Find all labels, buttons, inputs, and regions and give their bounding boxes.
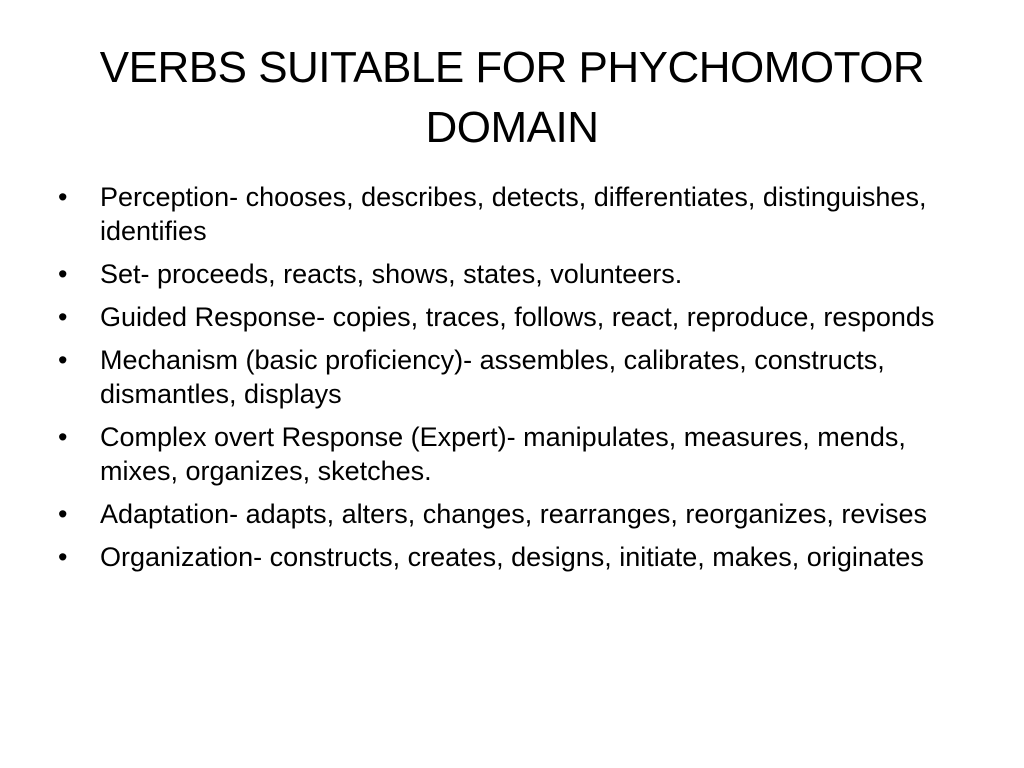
bullet-text: Adaptation- adapts, alters, changes, rearranges, reorganizes, revises — [100, 499, 927, 529]
bullet-item — [58, 497, 978, 531]
bullet-dot-icon: • — [58, 259, 68, 289]
bullet-dot-icon: • — [58, 302, 68, 332]
bullet-item — [58, 180, 978, 248]
bullet-item — [58, 257, 978, 291]
bullet-dot-icon: • — [58, 499, 68, 529]
bullet-dot-icon: • — [58, 182, 68, 212]
bullet-text: Mechanism (basic proficiency)- assembles, calibrates, constructs, dismantles, displays — [100, 345, 885, 409]
bullet-dot-icon: • — [58, 422, 68, 452]
bullet-dot-icon: • — [58, 542, 68, 572]
bullet-item — [58, 343, 978, 411]
bullet-dot-icon: • — [58, 345, 68, 375]
bullet-list — [58, 180, 978, 583]
bullet-item — [58, 420, 978, 488]
slide-title: VERBS SUITABLE FOR PHYCHOMOTOR DOMAIN — [99, 43, 925, 152]
bullet-text: Guided Response- copies, traces, follows, react, reproduce, responds — [100, 302, 935, 332]
bullet-item — [58, 540, 978, 574]
bullet-text: Complex overt Response (Expert)- manipulates, measures, mends, mixes, organizes, sketches. — [100, 422, 906, 486]
bullet-text: Perception- chooses, describes, detects, differentiates, distinguishes, identifies — [100, 182, 927, 246]
bullet-text: Organization- constructs, creates, designs, initiate, makes, originates — [100, 542, 924, 572]
bullet-item — [58, 300, 978, 334]
bullet-text: Set- proceeds, reacts, shows, states, volunteers. — [100, 259, 683, 289]
